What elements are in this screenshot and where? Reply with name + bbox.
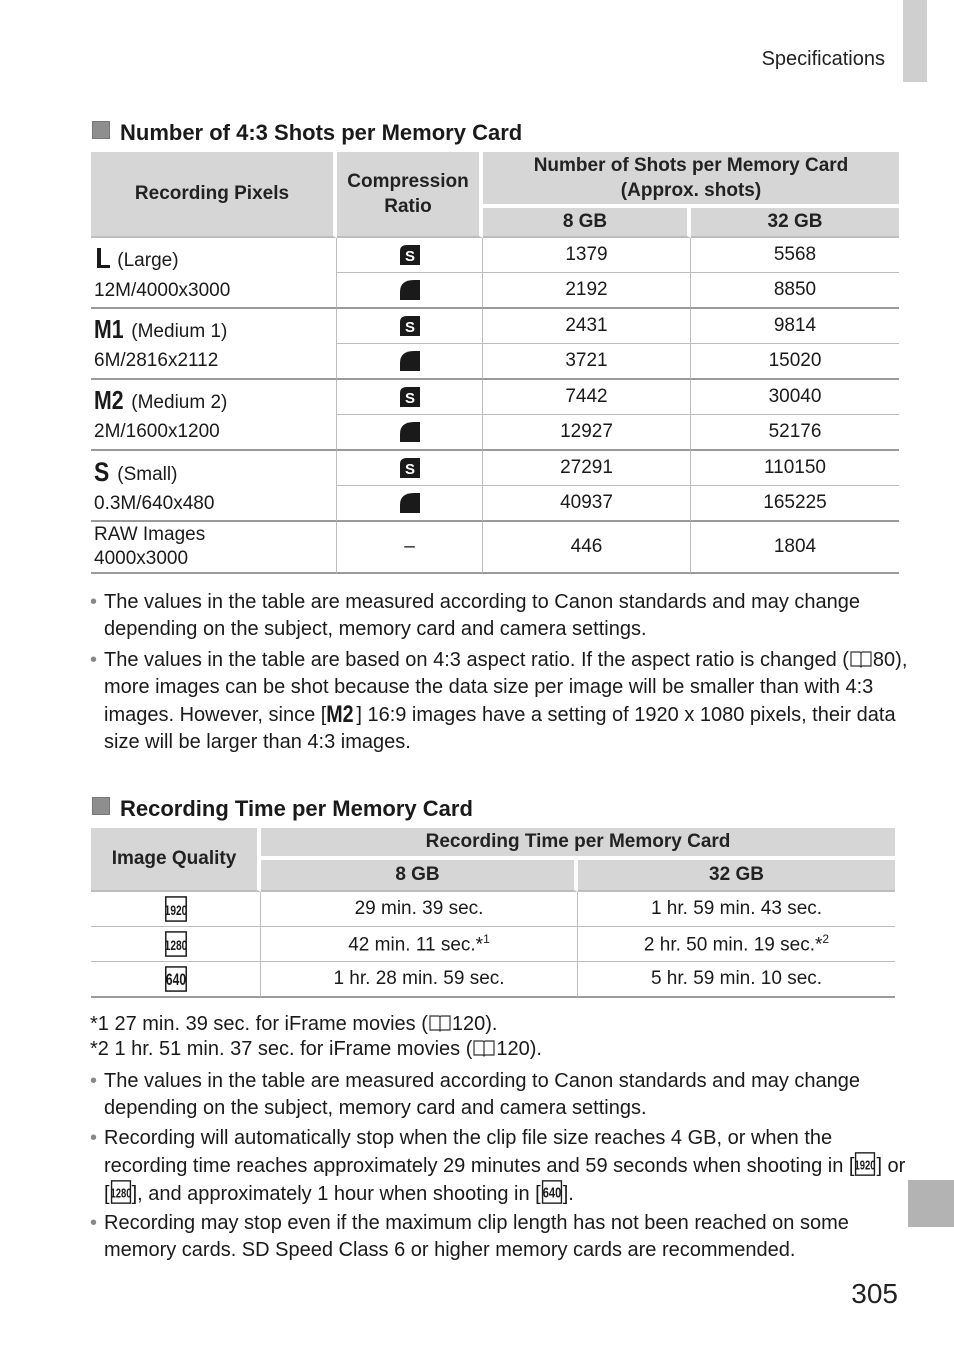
bullet-glyph: • (90, 591, 98, 613)
svg-text:S: S (94, 458, 110, 484)
1920-movie-icon (854, 1152, 876, 1176)
value-cell: 15020 (691, 344, 899, 380)
recording-note-1 (90, 1068, 910, 1122)
book-reference-icon (850, 650, 872, 668)
value-cell (578, 962, 895, 998)
recording-pixels-cell (91, 238, 337, 309)
note-text-part: ]. (562, 1183, 574, 1205)
table-row (91, 892, 895, 927)
value-cell (578, 927, 895, 962)
value-cell: 7442 (483, 380, 691, 415)
footnote-mark: *2 (90, 1038, 109, 1060)
col-compression-ratio: Compression Ratio (337, 152, 483, 238)
table-row (91, 927, 895, 962)
value-cell: 1804 (691, 522, 899, 574)
footnote-text: 27 min. 39 sec. for iFrame movies ( (114, 1013, 428, 1035)
size-resolution: 0.3M/640x480 (94, 492, 215, 514)
table-row (91, 380, 899, 415)
recording-section-title (92, 796, 473, 822)
recording-section-title-text: Recording Time per Memory Card (120, 796, 473, 821)
section-square-icon (92, 121, 110, 139)
recording-table (91, 828, 895, 998)
size-label: (Large) (117, 250, 179, 271)
col-image-quality: Image Quality (91, 828, 261, 892)
1280-movie-icon (164, 931, 188, 957)
footnote-mark: *1 (90, 1013, 109, 1035)
note-text-part: ], and approximately 1 hour when shooting in [ (131, 1183, 541, 1205)
section-square-icon (92, 797, 110, 815)
col-32gb: 32 GB (578, 860, 895, 892)
M2-size-icon (326, 701, 356, 725)
note-text: Recording may stop even if the maximum clip length has not been reached on some memory cards. SD Speed Class 6 or higher memory cards are recommended. (104, 1212, 849, 1261)
quality-cell (91, 927, 261, 962)
svg-text:1280: 1280 (164, 937, 187, 954)
bullet-glyph: • (90, 1070, 98, 1092)
shots-table (91, 152, 899, 574)
compression-cell (337, 273, 483, 309)
svg-text:1280: 1280 (110, 1187, 132, 1201)
value-cell: 446 (483, 522, 691, 574)
1920-movie-icon (164, 896, 188, 922)
footnote-2 (90, 1038, 542, 1061)
value-cell (261, 892, 578, 927)
compression-cell (337, 415, 483, 451)
note-text-part: The values in the table are based on 4:3 aspect ratio. If the aspect ratio is changed ( (104, 649, 849, 671)
size-resolution: 12M/4000x3000 (94, 279, 231, 301)
size-resolution: 2M/1600x1200 (94, 420, 220, 442)
shots-note-2 (90, 647, 910, 756)
normal-icon (398, 278, 422, 302)
value-cell: 9814 (691, 309, 899, 344)
normal-icon (398, 420, 422, 444)
640-movie-icon (541, 1180, 563, 1204)
col-8gb: 8 GB (261, 860, 578, 892)
time-value: 1 hr. 28 min. 59 sec. (333, 968, 505, 989)
superfine-icon (398, 243, 422, 267)
col-8gb: 8 GB (483, 208, 691, 238)
col-recording-time: Recording Time per Memory Card (261, 828, 895, 860)
quality-cell (91, 892, 261, 927)
footnote-1 (90, 1013, 498, 1036)
recording-note-3 (90, 1210, 910, 1264)
chapter-tab-marker (908, 1180, 954, 1227)
raw-pixels-cell (91, 522, 337, 574)
note-text-part: ] or [ (104, 1155, 906, 1205)
svg-text:M1: M1 (94, 315, 124, 341)
value-cell: 40937 (483, 486, 691, 522)
M2-size-icon (94, 386, 126, 412)
note-text (90, 647, 910, 756)
shots-section-title (92, 120, 522, 146)
quality-cell (91, 962, 261, 998)
value-cell: 30040 (691, 380, 899, 415)
S-size-icon (94, 458, 112, 484)
bullet-glyph: • (90, 649, 98, 671)
note-text-part: 80), more images can be shot because the data size per image will be smaller than with 4:3 images. However, since [ (104, 649, 908, 726)
col-shots-per-card: Number of Shots per Memory Card (Approx. shots) (483, 152, 899, 208)
value-cell: 8850 (691, 273, 899, 309)
table-row (91, 962, 895, 998)
note-text (90, 1125, 910, 1208)
superfine-icon (398, 385, 422, 409)
L-size-icon (94, 246, 112, 270)
recording-pixels-cell (91, 309, 337, 380)
value-cell: 3721 (483, 344, 691, 380)
compression-cell: – (337, 522, 483, 574)
table-row (91, 522, 899, 574)
footnote-ref: 120). (496, 1038, 542, 1060)
thumb-tab-marker (903, 0, 927, 82)
value-cell: 165225 (691, 486, 899, 522)
book-reference-icon (473, 1039, 495, 1057)
svg-text:M2: M2 (326, 701, 354, 725)
value-cell: 1379 (483, 238, 691, 273)
1280-movie-icon (110, 1180, 132, 1204)
shots-section-title-text: Number of 4:3 Shots per Memory Card (120, 120, 523, 145)
col-recording-pixels: Recording Pixels (91, 152, 337, 238)
footnote-mark: 1 (483, 931, 490, 946)
normal-icon (398, 491, 422, 515)
page-number: 305 (851, 1278, 898, 1309)
size-label: (Medium 1) (131, 321, 228, 342)
compression-cell (337, 238, 483, 273)
recording-note-2 (90, 1125, 910, 1208)
value-cell (261, 927, 578, 962)
value-cell (578, 892, 895, 927)
raw-resolution: 4000x3000 (94, 548, 189, 569)
M1-size-icon (94, 315, 126, 341)
value-cell (261, 962, 578, 998)
time-value: 1 hr. 59 min. 43 sec. (650, 898, 823, 919)
time-value: 2 hr. 50 min. 19 sec.* (643, 934, 823, 956)
time-value: 5 hr. 59 min. 10 sec. (650, 968, 823, 989)
note-text: The values in the table are measured according to Canon standards and may change depending on the subject, memory card and camera settings. (104, 591, 861, 640)
svg-text:640: 640 (542, 1183, 561, 1201)
svg-text:1920: 1920 (164, 902, 187, 919)
compression-cell (337, 344, 483, 380)
superfine-icon (398, 314, 422, 338)
header-section-title: Specifications (761, 48, 885, 70)
shots-note-1 (90, 589, 910, 643)
value-cell: 52176 (691, 415, 899, 451)
footnote-ref: 120). (451, 1013, 498, 1035)
footnote-text: 1 hr. 51 min. 37 sec. for iFrame movies ( (114, 1038, 473, 1060)
raw-label: RAW Images (94, 524, 206, 545)
recording-pixels-cell (91, 380, 337, 451)
value-cell: 110150 (691, 451, 899, 486)
value-cell: 12927 (483, 415, 691, 451)
value-cell: 5568 (691, 238, 899, 273)
table-row (91, 309, 899, 344)
table-row (91, 238, 899, 273)
value-cell: 2192 (483, 273, 691, 309)
note-text-part: ] 16:9 images have a setting of 1920 x 1080 pixels, their data size will be larger than 4:3 images. (104, 704, 896, 753)
compression-cell (337, 486, 483, 522)
compression-cell (337, 380, 483, 415)
bullet-glyph: • (90, 1212, 98, 1234)
recording-pixels-cell (91, 451, 337, 522)
svg-text:1920: 1920 (854, 1159, 876, 1173)
normal-icon (398, 349, 422, 373)
compression-cell (337, 309, 483, 344)
table-row (91, 451, 899, 486)
time-value: 29 min. 39 sec. (354, 898, 484, 919)
time-value: 42 min. 11 sec.* (348, 934, 484, 956)
size-resolution: 6M/2816x2112 (94, 349, 219, 371)
col-32gb: 32 GB (691, 208, 899, 238)
value-cell: 27291 (483, 451, 691, 486)
footnote-mark: 2 (822, 931, 830, 946)
value-cell: 2431 (483, 309, 691, 344)
640-movie-icon (164, 966, 188, 992)
bullet-glyph: • (90, 1127, 98, 1149)
note-text: The values in the table are measured according to Canon standards and may change depending on the subject, memory card and camera settings. (104, 1070, 861, 1119)
compression-cell (337, 451, 483, 486)
size-label: (Medium 2) (131, 392, 228, 413)
book-reference-icon (429, 1014, 451, 1032)
svg-text:M2: M2 (94, 386, 124, 412)
note-text-part: Recording will automatically stop when the clip file size reaches 4 GB, or when the recording time reaches approximately 29 minutes and 59 seconds when shooting in [ (104, 1127, 855, 1177)
size-label: (Small) (117, 464, 178, 485)
superfine-icon (398, 456, 422, 480)
svg-text:640: 640 (165, 971, 186, 990)
